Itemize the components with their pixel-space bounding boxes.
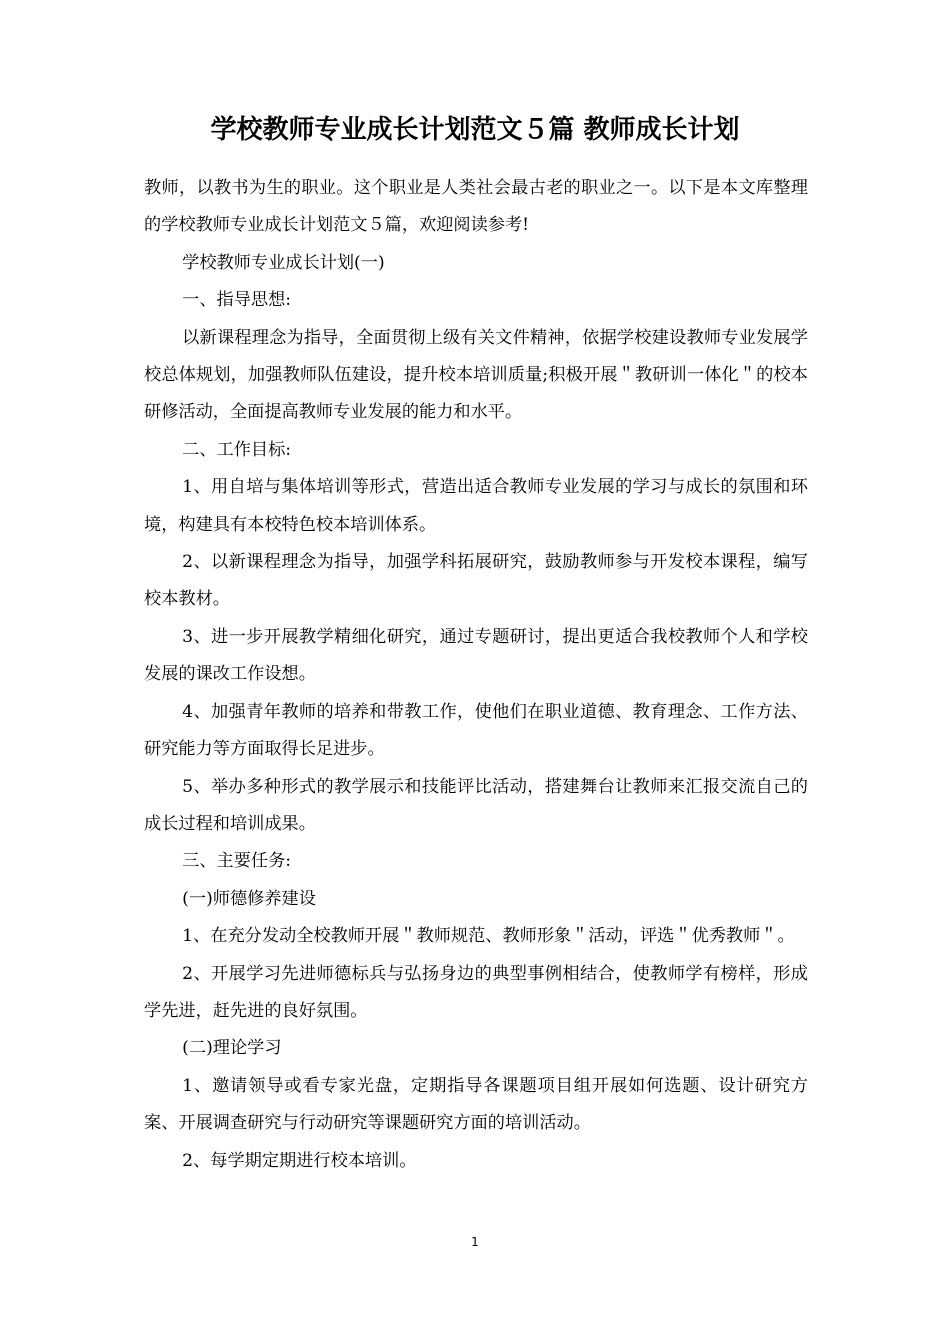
list-item: 1、在充分发动全校教师开展＂教师规范、教师形象＂活动，评选＂优秀教师＂。: [182, 926, 795, 947]
list-item: 2、开展学习先进师德标兵与弘扬身边的典型事例相结合，使教师学有榜样，形成学先进，赶先进的良好氛围。: [144, 963, 808, 1021]
list-item: 2、以新课程理念为指导，加强学科拓展研究，鼓励教师参与开发校本课程，编写校本教材。: [144, 552, 808, 610]
section-heading: 一、指导思想:: [182, 290, 292, 311]
list-item: 4、加强青年教师的培养和带教工作，使他们在职业道德、教育理念、工作方法、研究能力等方面取得长足进步。: [144, 701, 808, 760]
list-item: 2、每学期定期进行校本培训。: [182, 1150, 417, 1171]
document-body: [144, 170, 808, 1180]
document-title: 学校教师专业成长计划范文５篇 教师成长计划: [210, 115, 740, 145]
list-item: 5、举办多种形式的教学展示和技能评比活动，搭建舞台让教师来汇报交流自己的成长过程和培训成果。: [144, 776, 808, 834]
page-number: 1: [471, 1235, 479, 1249]
list-item: 3、进一步开展教学精细化研究，通过专题研讨，提出更适合我校教师个人和学校发展的课改工作设想。: [144, 626, 808, 685]
paragraph: 教师，以教书为生的职业。这个职业是人类社会最古老的职业之一。以下是本文库整理的学校教师专业成长计划范文５篇，欢迎阅读参考!: [144, 178, 808, 236]
subsection-heading: (二)理论学习: [182, 1038, 282, 1059]
paragraph: 以新课程理念为指导，全面贯彻上级有关文件精神，依据学校建设教师专业发展学校总体规划，加强教师队伍建设，提升校本培训质量;积极开展＂教研训一体化＂的校本研修活动，全面提高教师专业发展的能力和水平。: [144, 327, 808, 423]
subsection-heading: (一)师德修养建设: [182, 888, 316, 909]
section-heading: 三、主要任务:: [182, 851, 292, 872]
list-item: 1、邀请领导或看专家光盘，定期指导各课题项目组开展如何选题、设计研究方案、开展调查研究与行动研究等课题研究方面的培训活动。: [144, 1075, 808, 1134]
section-heading: 学校教师专业成长计划(一): [182, 252, 385, 273]
section-heading: 二、工作目标:: [182, 439, 292, 460]
list-item: 1、用自培与集体培训等形式，营造出适合教师专业发展的学习与成长的氛围和环境，构建具有本校特色校本培训体系。: [144, 477, 808, 535]
